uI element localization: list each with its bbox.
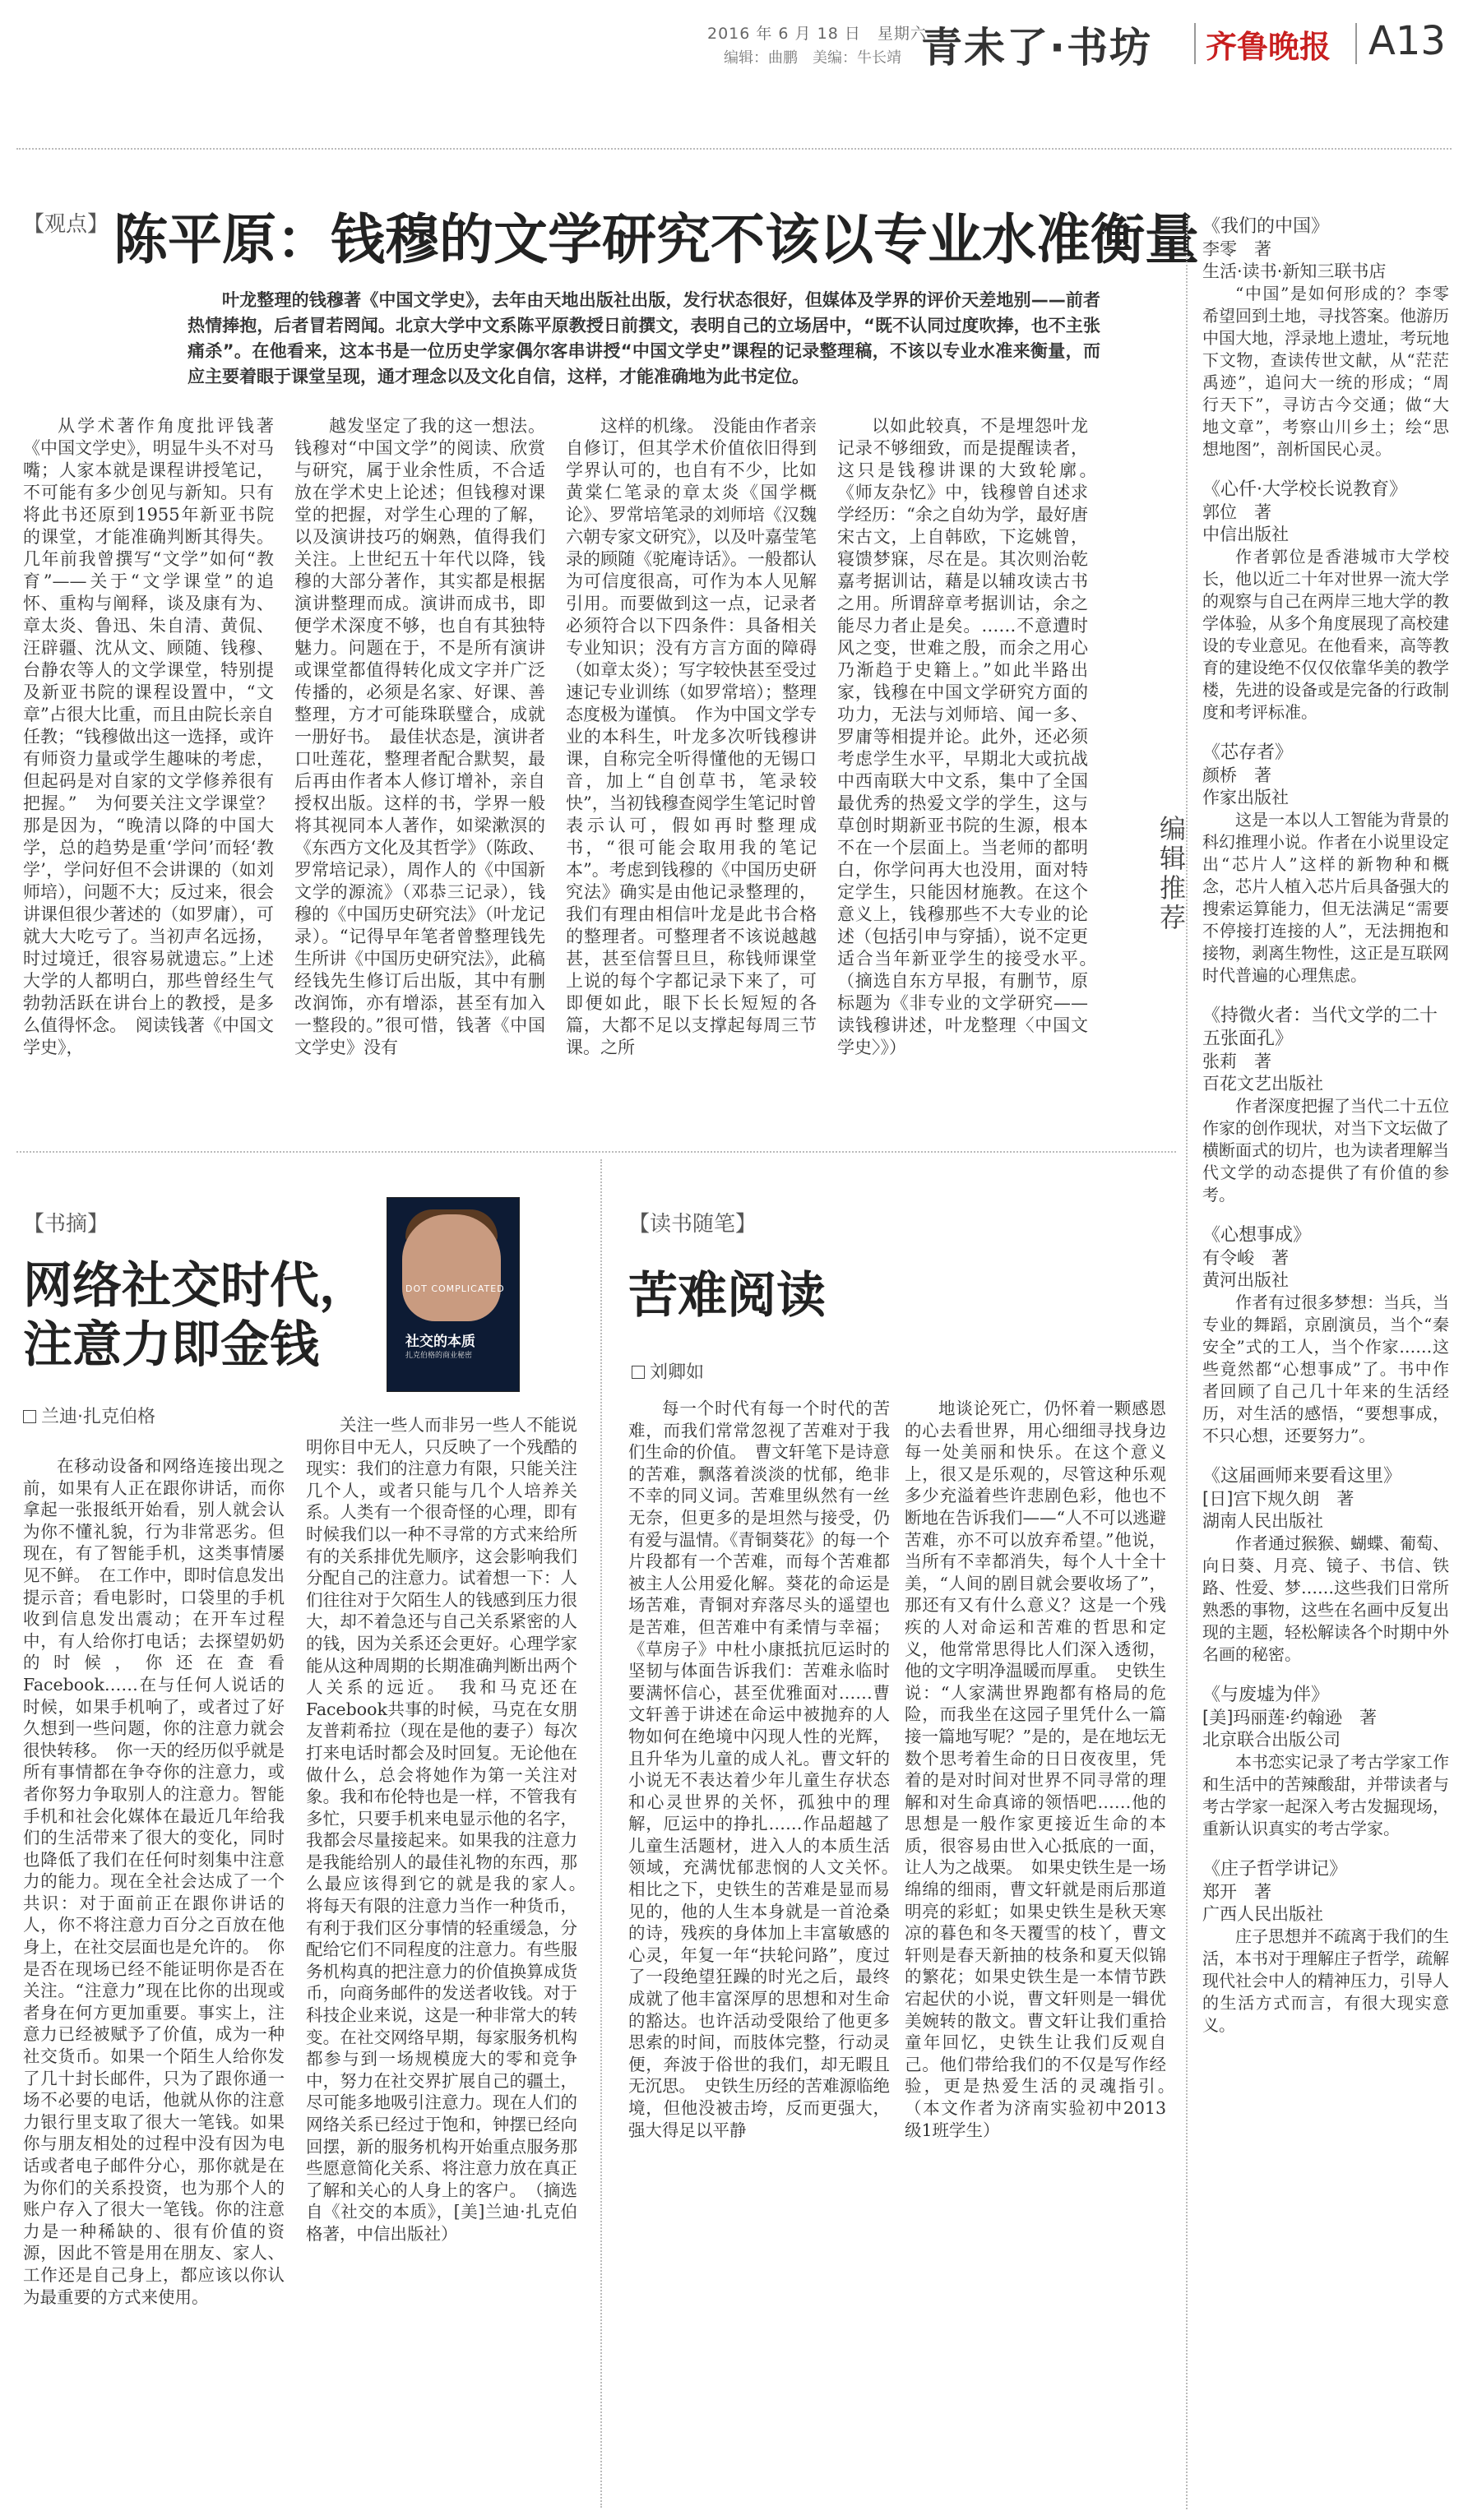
article-column: 以如此较真，不是埋怨叶龙记录不够细致，而是提醒读者，这只是钱穆讲课的大致轮廓。 《师友杂忆》中，钱穆曾自述求学经历：“余之自幼为学，最好唐宋古文，上自韩欧，下迄姚曾，寝馈梦寐，尽在是。其次则治乾嘉考据训诂，藉是以辅攻读古书之用。所谓辞章考据训诂，余之能尽力者止是矣。……不意遭时风之变，世难之殷，而余之用心乃渐趋于史籍上。”如此半路出家，钱穆在中国文学研究方面的功力，无法与刘师培、闻一多、罗庸等相提并论。此外，还必须考虑学生水平，早期北大或抗战中西南联大中文系，集中了全国最优秀的热爱文学的学生，这与草创时期新亚书院的生源，根本不在一个层面上。当老师的都明白，你学问再大也没用，面对特定学生，只能因材施教。在这个意义上，钱穆那些不大专业的论述（包括引申与穿插），说不定更适合当年新亚学生的接受水平。 （摘选自东方早报，有删节，原标题为《非专业的文学研究——读钱穆讲述，叶龙整理〈中国文学史〉》） [837,416,1105,1057]
column-rule [600,1159,602,2508]
essay-column: 每一个时代有每一个时代的苦难，而我们常常忽视了苦难对于我们生命的价值。 曹文轩笔下是诗意的苦难，飘落着淡淡的忧郁，绝非不幸的同义词。苦难里纵然有一丝无奈，但更多的是坦然与接受，仍有爱与温情。《青铜葵花》的每一个片段都有一个苦难，而每个苦难都被主人公用爱化解。葵花的命运是场苦难，青铜对弃落尽头的遥望也是苦难，但苦难中有柔情与幸福；《草房子》中杜小康抵抗厄运时的坚韧与体面告诉我们：苦难永临时要满怀信心，甚至优雅面对……曹文轩善于讲述在命运中被抛弃的人物如何在绝境中闪现人性的光辉，且升华为儿童的成人礼。曹文轩的小说无不表达着少年儿童生存状态和心灵世界的关怀，孤独中的理解，厄运中的挣扎……作品超越了儿童生活题材，进入人的本质生活领域，充满忧郁悲悯的人文关怀。 相比之下，史铁生的苦难是显而易见的，他的人生本身就是一首沧桑的诗，残疾的身体加上丰富敏感的心灵，年复一年“扶轮问路”，度过了一段绝望狂躁的时光之后，最终成就了他丰富深厚的思想和对生命的豁达。也许活动受限给了他更多思索的时间，而肢体完整，行动灵便，奔波于俗世的我们，却无暇且无沉思。 史铁生历经的苦难源临绝境，但他没被击垮，反而更强大，强大得足以平静 [628,1399,907,2140]
book-publisher: 作家出版社 [1202,788,1289,807]
book-author: 张莉 著 [1202,1052,1271,1071]
article-column: 这样的机缘。 没能由作者亲自修订，但其学术价值依旧得到学界认可的，也自有不少，比如黄棠仁笔录的章太炎《国学概论》、罗常培笔录的刘师培《汉魏六朝专家文研究》，以及叶嘉莹笔录的顾随《驼庵诗话》。一般都认为可信度很高，可作为本人见解引用。而要做到这一点，记录者必须符合以下四条件：具备相关专业知识；没有方言方面的障碍（如章太炎）；写字较快甚至受过速记专业训练（如罗常培）；整理态度极为谨慎。 作为中国文学专业的本科生，叶龙多次听钱穆讲课，自称完全听得懂他的无锡口音，加上“自创草书，笔录较快”，当初钱穆查阅学生笔记时曾表示认可，假如再时整理成书，“很可能会取用我的笔记本”。考虑到钱穆的《中国历史研究法》确实是由他记录整理的，我们有理由相信叶龙是此书合格的整理者。可整理者不该说越越甚，甚至信誓旦旦，称钱师课堂上说的每个字都记录下来了，可即便如此，眼下长长短短的各篇，大都不足以支撑起每周三节课。之所 [566,416,817,1057]
book-title: 《与废墟为伴》 [1202,1685,1330,1705]
article-tag: 【观点】 [23,212,109,237]
book-author: 郑开 著 [1202,1882,1271,1902]
book-title: 《这届画师来要看这里》 [1202,1466,1402,1487]
recommend-item [1202,1005,1449,1206]
book-desc: 作者郭位是香港城市大学校长，他以近二十年对世界一流大学的观察与自己在两岸三地大学的教学体验，从多个角度展现了高校建设的专业意见。在他看来，高等教育的建设绝不仅仅依靠华美的教学楼，先进的设备或是完备的行政制度和考评标准。 [1202,547,1449,722]
book-author: 有令峻 著 [1202,1248,1289,1268]
recommend-item [1202,1858,1449,2037]
essay-column: 地谈论死亡，仍怀着一颗感恩的心去看世界，用心细细寻找身边每一处美丽和快乐。在这个意义上，很又是乐观的，尽管这种乐观多少充溢着些许悲剧色彩，他也不断地在告诉我们——“人不可以逃避苦难，亦不可以放弃希望。”他说，当所有不幸都消失，每个人十全十美，“人间的剧目就会要收场了”，那还有又有什么意义？这是一个残疾的人对命运和苦难的哲思和定义，他常常思得比人们深入透彻，他的文字明净温暖而厚重。 史铁生说：“人家满世界跑都有格局的危险，而我坐在这园子里凭什么一篇接一篇地写呢？”是的，是在地坛无数个思考着生命的日日夜夜里，凭着的是对时间对世界不同寻常的理解和对生命真谛的领悟吧……他的思想是一般作家更接近生命的本质，很容易由世入心抵底的一面，让人为之战栗。 如果史铁生是一场绵绵的细雨，曹文轩就是雨后那道明亮的彩虹；如果史铁生是秋天寒凉的暮色和冬天覆雪的枝丫，曹文轩则是春天新抽的枝条和夏天似锦的繁花；如果史铁生是一本情节跌宕起伏的小说，曹文轩则是一辑优美婉转的散文。曹文轩让我们重拾童年回忆，史铁生让我们反观自己。他们带给我们的不仅是写作经验，更是热爱生活的灵魂指引。 （本文作者为济南实验初中2013级1班学生） [905,1399,1183,2140]
book-title: 《心想事成》 [1202,1225,1312,1246]
book-author: [日]宫下规久朗 著 [1202,1489,1355,1509]
recommend-item [1202,1684,1449,1840]
book-desc: 这是一本以人工智能为背景的科幻推理小说。作者在小说里设定出“芯片人”这样的新物种和概念，芯片人植入芯片后具备强大的搜索运算能力，但无法满足“需要不停接打连接的人”，无法拥抱和接物，剥离生物性，这正是互联网时代普遍的心理焦虑。 [1202,810,1449,985]
book-title: 《庄子哲学讲记》 [1202,1859,1348,1880]
book-publisher: 湖南人民出版社 [1202,1511,1323,1531]
book-title: 《我们的中国》 [1202,216,1330,237]
cover-english-title: DOT COMPLICATED [405,1283,505,1294]
book-desc: 庄子思想并不疏离于我们的生活，本书对于理解庄子哲学，疏解现代社会中人的精神压力，引导人的生活方式而言，有很大现实意义。 [1202,1926,1449,2035]
article-lead: 叶龙整理的钱穆著《中国文学史》，去年由天地出版社出版，发行状态很好，但媒体及学界的评价天差地别——前者热情捧抱，后者冒若罔闻。北京大学中文系陈平原教授日前撰文，表明自己的立场居中，“既不认同过度吹捧，也不主张痛杀”。在他看来，这本书是一位历史学家偶尔客串讲授“中国文学史”课程的记录整理稿，不该以专业水准来衡量，而应主要着眼于课堂呈现，通才理念以及文化自信，这样，才能准确地为此书定位。 [188,290,1100,386]
article-column: 越发坚定了我的这一想法。钱穆对“中国文学”的阅读、欣赏与研究，属于业余性质，不合适放在学术史上论述；但钱穆对课堂的把握，对学生心理的了解，以及演讲技巧的娴熟，值得我们关注。上世纪五十年代以降，钱穆的大部分著作，其实都是根据演讲整理而成。演讲而成书，即便学术深度不够，也自有其独特魅力。问题在于，不是所有演讲或课堂都值得转化成文字并广泛传播的，必须是名家、好课、善整理，方才可能珠联璧合，成就一册好书。 最佳状态是，演讲者口吐莲花，整理者配合默契，最后再由作者本人修订增补，亲自授权出版。这样的书，学界一般将其视同本人著作，如梁漱溟的《东西方文化及其哲学》（陈政、罗常培记录），周作人的《中国新文学的源流》（邓恭三记录），钱穆的《中国历史研究法》（叶龙记录）。“记得早年笔者曾整理钱先生所讲《中国历史研究法》，此稿经钱先生修订后出版，其中有删改润饰，亦有增添，甚至有加入一整段的。”很可惜，钱著《中国文学史》没有 [294,416,545,1057]
sidebar-label: 编辑推荐 [1159,813,1186,933]
section-rule [16,1151,1176,1153]
book-title: 《芯存者》 [1202,742,1294,763]
cover-subtitle: 扎克伯格的商业秘密 [405,1352,473,1360]
book-title: 《心仟·大学校长说教育》 [1202,479,1407,500]
masthead-divider [1194,23,1196,64]
book-publisher: 广西人民出版社 [1202,1904,1323,1924]
recommend-item [1202,1465,1449,1666]
book-publisher: 北京联合出版公司 [1202,1730,1341,1750]
recommend-list [1202,215,1449,2055]
article-column: 从学术著作角度批评钱著《中国文学史》，明显牛头不对马嘴；人家本就是课程讲授笔记，不可能有多少创见与新知。只有将此书还原到1955年新亚书院的课堂，才能准确判断其得失。几年前我曾撰写“文学”如何“教育”——关于“文学课堂”的追怀、重构与阐释，谈及康有为、章太炎、鲁迅、朱自清、黄侃、汪辟疆、沈从文、顾随、钱穆、台静农等人的文学课堂，特别提及新亚书院的课程设置中，“文章”占很大比重，而且由院长亲自任教；“钱穆做出这一选择，或许有师资力量或学生趣味的考虑，但起码是对自家的文学修养很有把握。” 为何要关注文学课堂？那是因为，“晚清以降的中国大学，总的趋势是重‘学问’而轻‘教学’，学问好但不会讲课的（如刘师培），问题不大；反过来，很会讲课但很少著述的（如罗庸），可就大大吃亏了。当初声名远扬，时过境迁，很容易就遗忘。”上述大学的人都明白，那些曾经生气勃勃活跃在讲台上的教授，是多么值得怀念。 阅读钱著《中国文学史》， [23,416,274,1057]
recommend-item [1202,1224,1449,1447]
article-headline: 陈平原：钱穆的文学研究不该以专业水准衡量 [113,208,1199,271]
digest-headline-line: 网络社交时代， [23,1257,368,1315]
issue-date: 2016 年 6 月 18 日 星期六 [707,25,927,43]
cover-title: 社交的本质 [405,1334,475,1350]
book-author: 李零 著 [1202,239,1271,259]
byline-square-icon [23,1410,36,1423]
top-rule [16,148,1452,150]
editor-credits: 编辑：曲鹏 美编：牛长靖 [724,49,901,67]
byline-square-icon [632,1366,645,1379]
book-desc: 本书恋实记录了考古学家工作和生活中的苦辣酸甜，并带读者与考古学家一起深入考古发掘现场，重新认识真实的考古学家。 [1202,1752,1449,1838]
book-publisher: 生活·读书·新知三联书店 [1202,261,1387,281]
book-title: 《持微火者：当代文学的二十五张面孔》 [1202,1006,1438,1049]
essay-author: 刘卿如 [650,1362,705,1383]
masthead-divider [1355,23,1357,64]
book-author: 郭位 著 [1202,502,1271,522]
essay-byline [632,1358,704,1384]
book-cover-image [387,1197,520,1392]
book-desc: 作者深度把握了当代二十五位作家的创作现状，对当下文坛做了横断面式的切片，也为读者理解当代文学的动态提供了有价值的参考。 [1202,1096,1449,1205]
recommend-item [1202,742,1449,987]
digest-column: 关注一些人而非另一些人不能说明你目中无人，只反映了一个残酷的现实：我们的注意力有限，只能关注几个人，或者只能与几个人培养关系。人类有一个很奇怪的心理，即有时候我们以一种不寻常的方式来给所有的关系排优先顺序，这会影响我们分配自己的注意力。试着想一下：人们往往对于欠陌生人的钱感到压力很大，却不着急还与自己关系紧密的人的钱，因为关系还会更好。心理学家能从这种周期的长期准确判断出两个人关系的远近。 我和马克还在Facebook共事的时候，马克在女朋友普莉希拉（现在是他的妻子）每次打来电话时都会及时回复。无论他在做什么，总会将她作为第一关注对象。我和布伦特也是一样，不管我有多忙，只要手机来电显示他的名字，我都会尽量接起来。如果我的注意力是我能给别人的最佳礼物的东西，那么最应该得到它的就是我的家人。 将每天有限的注意力当作一种货币，有利于我们区分事情的轻重缓急，分配给它们不同程度的注意力。有些服务机构真的把注意力的价值换算成货币，向商务邮件的发送者收钱。对于科技企业来说，这是一种非常大的转变。在社交网络早期，每家服务机构都参与到一场规模庞大的零和竞争中，努力在社交界扩展自己的疆土，尽可能多地吸引注意力。现在人们的网络关系已经过于饱和，钟摆已经向回摆，新的服务机构开始重点服务那些愿意简化关系、将注意力放在真正了解和关心的人身上的客户。 （摘选自《社交的本质》，[美]兰迪·扎克伯格著，中信出版社） [306,1415,595,2244]
digest-tag: 【书摘】 [23,1212,109,1237]
cover-portrait [402,1214,501,1321]
essay-tag: 【读书随笔】 [628,1212,757,1237]
digest-author: 兰迪·扎克伯格 [41,1407,155,1427]
page-number: A13 [1368,18,1446,64]
book-author: 颜桥 著 [1202,765,1271,785]
book-publisher: 黄河出版社 [1202,1270,1289,1290]
book-desc: “中国”是如何形成的？李零希望回到土地，寻找答案。他游历中国大地，浮录地上遗址，考玩地下文物，查读传世文献，从“茫茫禹迹”，追问大一统的形成；“周行天下”，寻访古今交通；做“大地文章”，考察山川乡土；绘“思想地图”，剖析国民心灵。 [1202,284,1449,459]
book-desc: 作者通过猴猴、蝴蝶、葡萄、向日葵、月亮、镜子、书信、铁路、性爱、梦……这些我们日常所熟悉的事物，这些在名画中反复出现的主题，轻松解读各个时期中外名画的秘密。 [1202,1533,1449,1664]
book-publisher: 百花文艺出版社 [1202,1074,1323,1094]
digest-headline [23,1256,368,1375]
section-title: 青未了·书坊 [921,24,1152,72]
recommend-item [1202,215,1449,460]
newspaper-logo: 齐鲁晚报 [1206,28,1331,65]
digest-headline-line: 注意力即金钱 [23,1316,319,1374]
book-desc: 作者有过很多梦想：当兵，当专业的舞蹈，京剧演员，当个“秦安全”式的工人，当个作家……这些竟然都“心想事成”了。书中作者回顾了自己几十年来的生活经历，对生活的感悟，“要想事成，不只心想，还要努力”。 [1202,1292,1449,1445]
digest-column: 在移动设备和网络连接出现之前，如果有人正在跟你讲话，而你拿起一张报纸开始看，别人就会认为你不懂礼貌，行为非常恶劣。但现在，有了智能手机，这类事情屡见不鲜。 在工作中，即时信息发出提示音；看电影时，口袋里的手机收到信息发出震动；在开车过程中，有人给你打电话；去探望奶奶的时候，你还在查看Facebook……在与任何人说话的时候，如果手机响了，或者过了好久想到一些问题，你的注意力就会很快转移。 你一天的经历似乎就是所有事情都在争夺你的注意力，或者你努力争取别人的注意力。智能手机和社会化媒体在最近几年给我们的生活带来了很大的变化，同时也降低了我们在任何时刻集中注意力的能力。现在全社会达成了一个共识：对于面前正在跟你讲话的人，你不将注意力百分之百放在他身上，在社交层面也是允许的。 你是否在现场已经不能证明你是否在关注。“注意力”现在比你的出现或者身在何方更加重要。事实上，注意力已经被赋予了价值，成为一种社交货币。如果一个陌生人给你发了几十封长邮件，只为了跟你通一场不必要的电话，他就从你的注意力银行里支取了很大一笔钱。如果你与朋友相处的过程中没有因为电话或者电子邮件分心，那你就是在为你们的关系投资，也为那个人的账户存入了很大一笔钱。你的注意力是一种稀缺的、很有价值的资源，因此不管是用在朋友、家人、工作还是自己身上，都应该以你认为最重要的方式来使用。 [23,1456,285,2307]
book-author: [美]玛丽莲·约翰逊 著 [1202,1708,1378,1727]
sidebar-rule [1186,215,1188,2509]
recommend-item [1202,479,1449,724]
book-publisher: 中信出版社 [1202,525,1289,544]
digest-byline [23,1403,155,1428]
essay-headline: 苦难阅读 [628,1267,826,1325]
